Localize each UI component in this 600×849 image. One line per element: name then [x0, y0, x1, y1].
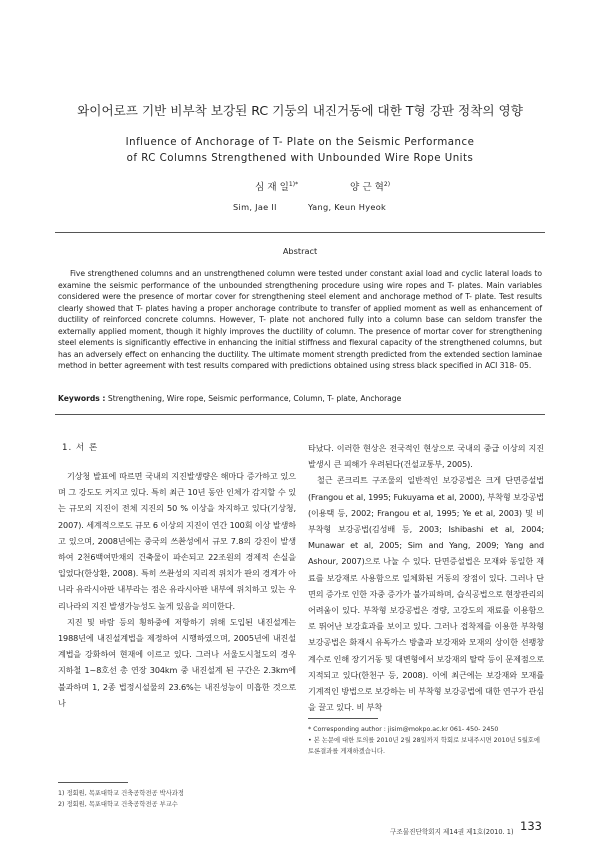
paper-title-korean: 와이어로프 기반 비부착 보강된 RC 기둥의 내진거동에 대한 T형 강판 정착의 영향 — [77, 103, 523, 118]
page-number: 133 — [520, 819, 542, 833]
footnotes-right — [308, 724, 544, 757]
paragraph: 타났다. 이러한 현상은 전국적인 현상으로 국내의 중급 이상의 지진발생시 큰 피해가 우려된다(건설교통부, 2005). — [308, 443, 544, 470]
section-heading-introduction: 1. 서 론 — [62, 443, 99, 453]
abstract-body: Five strengthened columns and an unstrengthened column were tested under constant axial load and cyclic lateral loads to examine the seismic performance of the unbounded strengthening procedure using wire ropes and T- plates. Main variables considered were the presence of mortar cover for strengthening steel element and anchorage method of T- plate. Test results clearly showed that T- plates having a proper anchorage contribute to transfer of applied moment as well as enhancement of ductility of reinforced concrete columns. However, T- plate not anchored fully into a column base can seldom transfer the externally applied moment, though it highly improves the ductility of column. The presence of mortar cover for strengthening steel elements is significantly effective in enhancing the initial stiffness and flexural capacity of the strengthened columns, but has an adversely effect on enhancing the ductility. The ultimate moment strength predicted from the extended section laminae method in better agreement with test results compared with predictions obtained using stress black specified in ACI 318- 05. — [58, 269, 542, 370]
abstract-bottom-rule — [55, 414, 545, 415]
footnotes-left — [58, 788, 296, 810]
body-column-left — [58, 468, 296, 711]
abstract-top-rule — [55, 232, 545, 233]
footnote: 2) 정회원, 목포대학교 건축공학전공 부교수 — [58, 801, 178, 808]
body-column-right — [308, 440, 544, 715]
abstract-heading: Abstract — [282, 246, 318, 256]
author-1-korean: 심 재 일$^{1)*}$ — [255, 180, 299, 193]
author-2-korean: 양 근 혁$^{2)}$ — [350, 180, 391, 193]
footnote-discussion-notice: • 본 논문에 대한 토의를 2010년 2월 28일까지 학회로 보내주시면 2010년 5월호에 토론결과를 게재하겠습니다. — [308, 737, 540, 755]
keywords — [58, 394, 542, 403]
author-1-english: Sim, Jae Il — [233, 202, 277, 212]
paragraph: 지진 및 바람 등의 횡하중에 저항하기 위해 도입된 내진설계는 1988년에 내진설계법을 제정하여 시행하였으며, 2005년에 내진설계법을 강화하여 현재에 이르고 있다. 그러나 서울도시철도의 경우 지하철 1~8호선 총 연장 304km 중 내진설계 된 구간은 2.3km에 불과하며 1, 2종 법정시설물의 23.6%는 내진성능이 미흡한 것으로 나 — [58, 616, 296, 708]
paragraph: 기상청 발표에 따르면 국내의 지진발생량은 해마다 증가하고 있으며 그 강도도 커지고 있다. 특히 최근 10년 동안 인체가 감지할 수 있는 규모의 지진이 전체 지진의 50 % 이상을 차지하고 있다(기상청, 2007). 세계적으로도 규모 6 이상의 지진이 연간 100회 이상 발생하고 있으며, 2008년에는 중국의 쓰촨성에서 규모 7.8의 강진이 발생하여 2천6백여만채의 건축물이 파손되고 22조원의 경제적 손실을 입었다(한상환, 2008). 특히 쓰촨성의 지리적 위치가 판의 경계가 아니라 유라시아판 내부라는 점은 유라시아판 내부에 위치하고 있는 우리나라의 지진 발생가능성도 높게 있음을 의미한다. — [58, 471, 296, 611]
paragraph: 철근 콘크리트 구조물의 일반적인 보강공법은 크게 단면증설법(Frangou et al, 1995; Fukuyama et al, 2000), 부착형 보강공법(이용택 등, 2002; Frangou et al, 1995; Ye et al, 2003) 및 비 부착형 보강공법(김성배 등, 2003; Ishibashi et al, 2004; Munawar et al, 2005; Sim and Yang, 2009; Yang and Ashour, 2007)으로 나눌 수 있다. 단면증설법은 모재와 동일한 재료를 보강재로 사용함으로 일체화된 거동의 장점이 있다. 그러나 단면의 증가로 인한 자중 증가가 불가피하며, 습식공법으로 현장관리의 어려움이 있다. 부착형 보강공법은 경량, 고강도의 재료를 이용함으로 뛰어난 보강효과를 보이고 있다. 그러나 접착제를 이용한 부착형 보강공법은 화재시 유독가스 방출과 보강재와 모재의 상이한 선팽창계수로 인해 장기거동 및 대변형에서 보강재의 탈락 등이 문제점으로 지적되고 있다(한천구 등, 2008). 이에 최근에는 보강재와 모재를 기계적인 방법으로 보강하는 비 부착형 보강공법에 대한 연구가 관심을 끌고 있다. 비 부착 — [308, 475, 544, 713]
footnote-rule-right — [308, 718, 378, 719]
footnote-rule-left — [58, 782, 128, 783]
author-2-english: Yang, Keun Hyeok — [308, 202, 387, 212]
paper-title-english-line1: Influence of Anchorage of T- Plate on the Seismic Performance — [125, 137, 475, 148]
footer-journal-info: 구조물진단학회지 제14권 제1호(2010. 1) — [390, 828, 514, 836]
keywords-label: Keywords : — [58, 394, 106, 403]
footnote-corresponding-author: * Corresponding author : jisim@mokpo.ac.kr 061- 450- 2450 — [308, 726, 499, 733]
paper-title-english-line2: of RC Columns Strengthened with Unbounded Wire Rope Units — [126, 153, 474, 164]
footnote: 1) 정회원, 목포대학교 건축공학전공 박사과정 — [58, 790, 184, 797]
keywords-text: Strengthening, Wire rope, Seismic performance, Column, T- plate, Anchorage — [107, 394, 402, 403]
